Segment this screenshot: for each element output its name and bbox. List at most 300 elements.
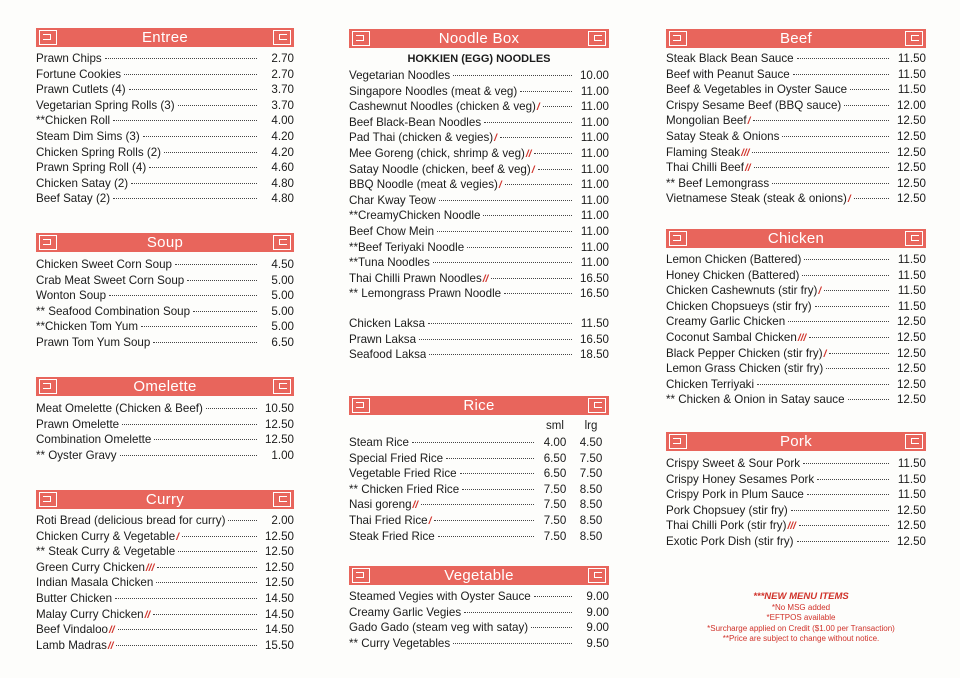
- menu-item: [36, 402, 294, 418]
- menu-item-price: 12.50: [264, 560, 294, 574]
- menu-item: [36, 418, 294, 434]
- menu-item: [36, 561, 294, 577]
- menu-item-price: 12.50: [896, 377, 926, 391]
- menu-item-name: ** Curry Vegetables: [349, 636, 451, 650]
- menu-item: [36, 289, 294, 305]
- menu-item-price: 11.00: [580, 146, 609, 160]
- menu-item: [36, 305, 294, 321]
- dot-leader: [178, 551, 257, 552]
- chicken-section: [666, 229, 926, 409]
- dot-leader: [803, 463, 889, 464]
- menu-item-price: 5.00: [271, 320, 294, 334]
- menu-item-price: 9.00: [586, 590, 609, 603]
- menu-item-price: 4.20: [271, 145, 294, 159]
- menu-item-name: Malay Curry Chicken: [36, 607, 144, 621]
- menu-item-price: 9.50: [586, 636, 609, 650]
- chinese-knot-icon: [273, 30, 291, 45]
- menu-item: [349, 514, 609, 530]
- menu-item-price: 11.50: [897, 83, 926, 97]
- menu-item-name: Beef Satay (2): [36, 192, 111, 206]
- menu-item: [666, 457, 926, 473]
- menu-item-name: ** Steak Curry & Vegetable: [36, 545, 176, 559]
- menu-item-name: Prawn Tom Yum Soup: [36, 335, 151, 349]
- menu-item: [36, 623, 294, 639]
- menu-item-price: 11.50: [897, 67, 926, 81]
- curry-title: Curry: [145, 491, 185, 508]
- omelette-title: Omelette: [133, 378, 197, 395]
- dot-leader: [428, 323, 572, 324]
- chili-icon: ///: [741, 147, 750, 159]
- chili-icon: /: [428, 515, 432, 527]
- menu-item: [349, 100, 609, 116]
- menu-item-name: Roti Bread (delicious bread for curry): [36, 514, 226, 527]
- menu-item: [666, 146, 926, 162]
- menu-item-price: 11.00: [580, 178, 609, 192]
- menu-item: [36, 177, 294, 193]
- dot-leader: [149, 167, 257, 168]
- dot-leader: [752, 152, 889, 153]
- dot-leader: [772, 183, 889, 184]
- beef-section: [666, 29, 926, 208]
- menu-item: [36, 449, 294, 465]
- menu-item-price: 12.50: [264, 545, 294, 559]
- dot-leader: [141, 326, 257, 327]
- omelette-list: [36, 402, 294, 464]
- menu-item: [666, 130, 926, 146]
- dot-leader: [824, 290, 889, 291]
- dot-leader: [175, 264, 257, 265]
- menu-item-price: 1.00: [271, 448, 294, 462]
- soup-header: [36, 233, 294, 252]
- menu-item-price: 12.50: [896, 145, 926, 159]
- menu-item-price: 4.20: [271, 129, 294, 143]
- dot-leader: [534, 153, 572, 154]
- menu-item-price: 12.50: [896, 519, 926, 533]
- dot-leader: [156, 582, 257, 583]
- dot-leader: [434, 520, 534, 521]
- menu-item-name: ** Beef Lemongrass: [666, 176, 770, 190]
- dot-leader: [120, 455, 257, 456]
- dot-leader: [446, 458, 534, 459]
- menu-item: [666, 192, 926, 208]
- beef-header: [666, 29, 926, 48]
- menu-item: [349, 131, 609, 147]
- pork-header: [666, 432, 926, 451]
- menu-item-name: ** Lemongrass Prawn Noodle: [349, 287, 502, 301]
- noodle-title: Noodle Box: [438, 30, 520, 47]
- menu-item: [666, 68, 926, 84]
- rice-section: [349, 396, 609, 545]
- dot-leader: [124, 74, 257, 75]
- dot-leader: [187, 280, 257, 281]
- menu-item-name: Honey Chicken (Battered): [666, 268, 800, 282]
- chili-icon: /: [823, 348, 827, 360]
- dot-leader: [791, 510, 889, 511]
- menu-item: [36, 99, 294, 115]
- dot-leader: [462, 489, 534, 490]
- menu-item-price: 14.50: [264, 607, 294, 621]
- menu-item: [666, 535, 926, 551]
- menu-item-price-small: 7.50: [543, 513, 567, 527]
- dot-leader: [793, 74, 889, 75]
- omelette-header: [36, 377, 294, 396]
- menu-item-price: 18.50: [579, 348, 609, 362]
- dot-leader: [520, 91, 572, 92]
- menu-item: [36, 514, 294, 530]
- dot-leader: [782, 136, 889, 137]
- menu-item-price: 15.50: [264, 638, 294, 652]
- rice-small-label: sml: [546, 420, 564, 432]
- menu-item-price: 12.50: [896, 161, 926, 175]
- menu-item-price: 12.00: [896, 98, 926, 112]
- menu-item-name: Wonton Soup: [36, 289, 107, 303]
- menu-item: [666, 347, 926, 363]
- chinese-knot-icon: [588, 398, 606, 413]
- menu-item-name: Steak Fried Rice: [349, 529, 435, 543]
- menu-item: [349, 225, 609, 241]
- menu-item-price: 10.00: [579, 69, 609, 82]
- chili-icon: /: [818, 286, 822, 298]
- dot-leader: [483, 215, 572, 216]
- menu-item-name: Crispy Honey Sesames Pork: [666, 472, 815, 486]
- menu-item: [349, 590, 609, 606]
- menu-item: [349, 287, 609, 303]
- dot-leader: [157, 567, 257, 568]
- menu-item-name: Chicken Curry & Vegetable: [36, 529, 176, 543]
- menu-notes: [686, 592, 916, 645]
- chicken-title: Chicken: [767, 230, 825, 247]
- chinese-knot-icon: [352, 31, 370, 46]
- chinese-knot-icon: [273, 235, 291, 250]
- menu-item-price: 11.50: [897, 299, 926, 313]
- menu-item: [36, 68, 294, 84]
- menu-item: [349, 147, 609, 163]
- dot-leader: [505, 184, 572, 185]
- menu-item-price: 11.50: [897, 52, 926, 65]
- menu-item: [349, 116, 609, 132]
- dot-leader: [491, 278, 572, 279]
- menu-item-price: 4.50: [271, 258, 294, 271]
- menu-item-price: 11.00: [580, 256, 609, 270]
- menu-item: [349, 69, 609, 85]
- menu-item-name: Crab Meat Sweet Corn Soup: [36, 273, 185, 287]
- menu-item-price: 12.50: [896, 534, 926, 548]
- dot-leader: [429, 354, 572, 355]
- chili-icon: //: [482, 273, 489, 285]
- menu-item-price: 12.50: [264, 529, 294, 543]
- chinese-knot-icon: [39, 379, 57, 394]
- menu-item-name: Crispy Sweet & Sour Pork: [666, 457, 801, 470]
- menu-item: [36, 592, 294, 608]
- menu-item-price: 12.50: [264, 576, 294, 590]
- curry-header: [36, 490, 294, 509]
- vegetable-list: [349, 590, 609, 652]
- menu-item: [666, 99, 926, 115]
- dot-leader: [788, 321, 889, 322]
- menu-item-price: 2.70: [271, 52, 294, 65]
- dot-leader: [118, 629, 257, 630]
- dot-leader: [113, 198, 257, 199]
- menu-item-price: 12.50: [896, 129, 926, 143]
- menu-item-name: Satay Steak & Onions: [666, 129, 780, 143]
- chili-icon: /: [176, 531, 179, 543]
- menu-item: [666, 284, 926, 300]
- menu-item: [666, 52, 926, 68]
- menu-item-name: Exotic Pork Dish (stir fry): [666, 534, 794, 548]
- chinese-knot-icon: [588, 568, 606, 583]
- menu-item: [349, 317, 609, 333]
- dot-leader: [460, 473, 534, 474]
- menu-item: [36, 608, 294, 624]
- menu-item: [349, 637, 609, 653]
- beef-list: [666, 52, 926, 208]
- dot-leader: [182, 536, 257, 537]
- chinese-knot-icon: [669, 434, 687, 449]
- menu-item-name: Coconut Sambal Chicken: [666, 330, 797, 344]
- dot-leader: [850, 89, 889, 90]
- dot-leader: [437, 231, 572, 232]
- dot-leader: [754, 167, 889, 168]
- menu-item: [666, 315, 926, 331]
- menu-item: [349, 467, 609, 483]
- menu-item-name: Meat Omelette (Chicken & Beef): [36, 402, 203, 415]
- menu-item-name: Chicken Sweet Corn Soup: [36, 258, 172, 271]
- menu-item-name: Singapore Noodles (meat & veg): [349, 84, 518, 98]
- price-change-note: **Price are subject to change without notice.: [722, 634, 880, 643]
- curry-list: [36, 514, 294, 654]
- chinese-knot-icon: [39, 30, 57, 45]
- menu-item-name: Butter Chicken: [36, 591, 113, 605]
- menu-item-name: Prawn Spring Roll (4): [36, 161, 147, 175]
- menu-item-price: 5.00: [271, 273, 294, 287]
- dot-leader: [467, 247, 572, 248]
- menu-item: [666, 378, 926, 394]
- menu-item: [36, 336, 294, 352]
- menu-item-name: Thai Chilli Pork (stir fry): [666, 519, 787, 533]
- chili-icon: /: [531, 164, 535, 176]
- dot-leader: [815, 306, 889, 307]
- menu-item-price: 11.00: [580, 193, 609, 207]
- menu-item: [666, 253, 926, 269]
- menu-item: [666, 300, 926, 316]
- menu-item-name: Seafood Laksa: [349, 348, 427, 362]
- laksa-list: [349, 317, 609, 364]
- dot-leader: [164, 152, 257, 153]
- dot-leader: [438, 536, 534, 537]
- menu-item: [36, 545, 294, 561]
- menu-item-price: 11.00: [580, 224, 609, 238]
- menu-item-name: Steamed Vegies with Oyster Sauce: [349, 590, 531, 603]
- dot-leader: [154, 439, 257, 440]
- menu-item-name: Vegetarian Spring Rolls (3): [36, 98, 175, 112]
- menu-item-name: Prawn Laksa: [349, 332, 417, 346]
- menu-item: [36, 130, 294, 146]
- menu-item-price-large: 8.50: [579, 482, 603, 496]
- dot-leader: [439, 200, 572, 201]
- menu-item: [36, 258, 294, 274]
- menu-item-name: Creamy Garlic Chicken: [666, 315, 786, 329]
- menu-item-price: 11.00: [580, 84, 609, 98]
- menu-item-price: 11.50: [897, 488, 926, 502]
- menu-item-price: 14.50: [264, 623, 294, 637]
- dot-leader: [802, 275, 889, 276]
- menu-item-name: Chicken Satay (2): [36, 176, 129, 190]
- vegetable-title: Vegetable: [444, 567, 514, 584]
- chili-icon: /: [536, 102, 540, 114]
- menu-item-price: 11.50: [897, 253, 926, 266]
- menu-item-price: 5.00: [271, 304, 294, 318]
- menu-item-name: Lemon Chicken (Battered): [666, 253, 802, 266]
- dot-leader: [757, 384, 889, 385]
- menu-item-price: 12.50: [264, 433, 294, 447]
- chili-icon: /: [747, 116, 751, 128]
- menu-item-price: 12.50: [896, 330, 926, 344]
- menu-item: [36, 530, 294, 546]
- menu-item-price: 11.00: [580, 131, 609, 145]
- menu-item: [349, 452, 609, 468]
- dot-leader: [453, 643, 572, 644]
- chinese-knot-icon: [352, 398, 370, 413]
- menu-item: [349, 256, 609, 272]
- chili-icon: //: [107, 640, 114, 652]
- dot-leader: [412, 442, 534, 443]
- chili-icon: ///: [797, 332, 807, 344]
- menu-item-name: Nasi goreng: [349, 498, 412, 512]
- dot-leader: [543, 106, 572, 107]
- pork-section: [666, 432, 926, 551]
- menu-item: [36, 192, 294, 208]
- menu-item-name: Special Fried Rice: [349, 451, 444, 465]
- menu-item-name: Lemon Grass Chicken (stir fry): [666, 362, 824, 376]
- chinese-knot-icon: [352, 568, 370, 583]
- menu-item-name: Crispy Sesame Beef (BBQ sauce): [666, 98, 842, 112]
- menu-item: [666, 362, 926, 378]
- menu-item-price: 16.50: [579, 287, 609, 301]
- menu-item-price: 4.80: [271, 176, 294, 190]
- menu-item-name: Steak Black Bean Sauce: [666, 52, 794, 65]
- dot-leader: [531, 627, 572, 628]
- menu-item-price: 12.50: [896, 362, 926, 376]
- dot-leader: [129, 89, 257, 90]
- chili-icon: /: [847, 194, 851, 206]
- menu-item-name: **Chicken Tom Yum: [36, 320, 139, 334]
- menu-item: [36, 433, 294, 449]
- menu-item-name: ** Chicken Fried Rice: [349, 482, 460, 496]
- menu-item-price: 11.50: [897, 457, 926, 470]
- menu-item-name: Beef Black-Bean Noodles: [349, 115, 482, 129]
- menu-item-name: Creamy Garlic Vegies: [349, 605, 462, 619]
- menu-item-name: Chicken Terriyaki: [666, 377, 755, 391]
- menu-item-name: Flaming Steak: [666, 145, 741, 159]
- menu-item-price-large: 8.50: [579, 529, 603, 543]
- vegetable-header: [349, 566, 609, 585]
- menu-item: [349, 209, 609, 225]
- new-items-note: ***NEW MENU ITEMS: [753, 591, 849, 602]
- chili-icon: //: [525, 148, 532, 160]
- menu-item-price-small: 7.50: [543, 529, 567, 543]
- menu-item-name: Thai Chilli Prawn Noodles: [349, 271, 482, 285]
- chili-icon: ///: [145, 562, 155, 574]
- menu-item: [666, 177, 926, 193]
- chinese-knot-icon: [273, 492, 291, 507]
- menu-item-name: Black Pepper Chicken (stir fry): [666, 346, 823, 360]
- menu-item: [349, 483, 609, 499]
- menu-item-name: Crispy Pork in Plum Sauce: [666, 488, 804, 502]
- chili-icon: ///: [787, 521, 796, 533]
- menu-item: [36, 320, 294, 336]
- menu-item: [349, 241, 609, 257]
- menu-item: [349, 163, 609, 179]
- chinese-knot-icon: [39, 235, 57, 250]
- chili-icon: /: [494, 133, 497, 145]
- menu-item-name: Pad Thai (chicken & vegies): [349, 131, 494, 145]
- menu-item: [36, 161, 294, 177]
- rice-title: Rice: [463, 397, 495, 414]
- menu-item: [36, 639, 294, 655]
- dot-leader: [797, 58, 889, 59]
- chinese-knot-icon: [905, 434, 923, 449]
- menu-item: [349, 178, 609, 194]
- entree-title: Entree: [142, 29, 188, 46]
- entree-list: [36, 52, 294, 208]
- rice-size-header: [349, 420, 609, 434]
- menu-item: [666, 473, 926, 489]
- menu-item: [349, 498, 609, 514]
- menu-item-price: 12.50: [896, 114, 926, 128]
- menu-item-name: ** Oyster Gravy: [36, 448, 117, 462]
- curry-section: [36, 490, 294, 654]
- dot-leader: [105, 58, 257, 59]
- menu-item-name: BBQ Noodle (meat & vegies): [349, 178, 498, 192]
- noodle-list: [349, 69, 609, 303]
- dot-leader: [753, 120, 889, 121]
- menu-item: [349, 530, 609, 546]
- menu-item-price: 5.00: [271, 289, 294, 303]
- menu-item-price: 12.50: [896, 176, 926, 190]
- menu-item-name: Thai Chilli Beef: [666, 161, 744, 175]
- menu-item-price: 2.70: [271, 67, 294, 81]
- menu-item-name: Steam Dim Sims (3): [36, 129, 140, 143]
- menu-item-name: Steam Rice: [349, 436, 409, 449]
- pork-list: [666, 457, 926, 551]
- entree-header: [36, 28, 294, 47]
- dot-leader: [829, 353, 889, 354]
- menu-item-price: 12.50: [264, 417, 294, 431]
- menu-item-name: Beef & Vegetables in Oyster Sauce: [666, 83, 848, 97]
- menu-item-price-small: 7.50: [543, 482, 567, 496]
- dot-leader: [817, 479, 889, 480]
- dot-leader: [153, 342, 257, 343]
- dot-leader: [538, 169, 572, 170]
- dot-leader: [484, 122, 572, 123]
- menu-item: [666, 83, 926, 99]
- menu-item-price: 10.50: [264, 402, 294, 415]
- dot-leader: [113, 120, 257, 121]
- dot-leader: [453, 75, 572, 76]
- menu-item: [666, 393, 926, 409]
- menu-item-name: Mongolian Beef: [666, 114, 747, 128]
- menu-item-name: Beef Vindaloo: [36, 623, 108, 637]
- chicken-list: [666, 253, 926, 409]
- menu-item-price-small: 4.00: [543, 436, 567, 449]
- menu-item-price: 11.00: [580, 115, 609, 129]
- soup-section: [36, 233, 294, 352]
- dot-leader: [807, 494, 889, 495]
- menu-item-name: Indian Masala Chicken: [36, 576, 154, 590]
- menu-item-name: Chicken Laksa: [349, 316, 426, 330]
- chili-icon: //: [412, 500, 419, 512]
- beef-title: Beef: [779, 30, 813, 47]
